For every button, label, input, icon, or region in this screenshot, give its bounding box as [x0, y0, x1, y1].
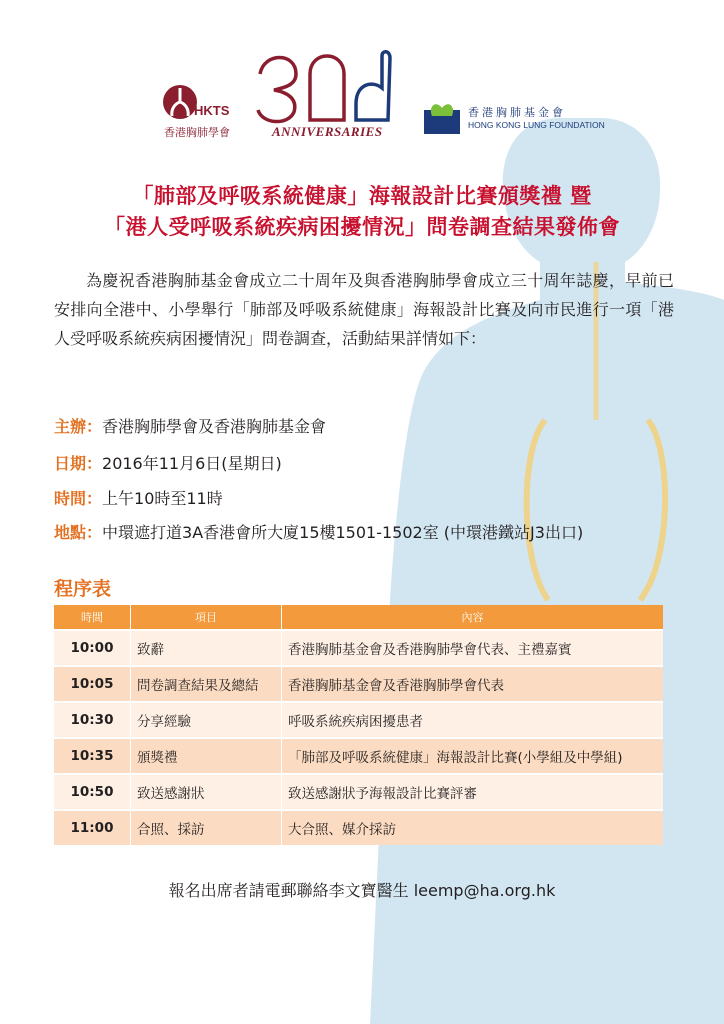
anniversaries-text: ANNIVERSARIES [272, 124, 383, 139]
row-item: 致辭 [131, 630, 282, 666]
info-label: 時間： [54, 489, 103, 508]
table-row [54, 666, 663, 702]
page-title-line-1: 「肺部及呼吸系統健康」海報設計比賽頒獎禮 暨 [132, 184, 592, 208]
info-label: 主辦： [54, 417, 103, 436]
lungs-logo-icon [162, 82, 198, 122]
row-content: 「肺部及呼吸系統健康」海報設計比賽(小學組及中學組) [282, 738, 664, 774]
row-time: 10:50 [54, 774, 131, 810]
table-row [54, 774, 663, 810]
row-item: 致送感謝狀 [131, 774, 282, 810]
info-value: 2016年11月6日(星期日) [102, 454, 282, 473]
lung-foundation-icon [422, 96, 464, 136]
info-value: 上午10時至11時 [102, 489, 223, 508]
row-time: 10:30 [54, 702, 131, 738]
page-title-line-2: 「港人受呼吸系統疾病困擾情況」問卷調查結果發佈會 [104, 215, 620, 239]
hklf-logo-chinese: 香港胸肺基金會 [468, 106, 566, 119]
intro-paragraph: 為慶祝香港胸肺基金會成立二十周年及與香港胸肺學會成立三十周年誌慶，早前已安排向全港中、小學舉行「肺部及呼吸系統健康」海報設計比賽及向市民進行一項「港人受呼吸系統疾病困擾情況」問卷調查，活動結果詳情如下： [54, 271, 674, 348]
row-item: 問卷調查結果及總結 [131, 666, 282, 702]
hklf-logo [422, 96, 605, 138]
table-row [54, 702, 663, 738]
table-row [54, 810, 663, 845]
table-row [54, 738, 663, 774]
schedule-table [54, 605, 663, 845]
registration-note: 報名出席者請電郵聯絡李文寶醫生 leemp@ha.org.hk [168, 881, 556, 900]
table-header-row [54, 605, 663, 630]
schedule-heading: 程序表 [54, 578, 112, 600]
hkts-logo-text: HKTS [194, 103, 230, 118]
row-time: 10:05 [54, 666, 131, 702]
row-content: 大合照、媒介採訪 [282, 810, 664, 845]
column-header-time: 時間 [54, 605, 131, 630]
row-time: 10:35 [54, 738, 131, 774]
column-header-item: 項目 [131, 605, 282, 630]
row-time: 11:00 [54, 810, 131, 845]
info-venue [54, 520, 583, 543]
table-row [54, 630, 663, 666]
info-value: 香港胸肺學會及香港胸肺基金會 [102, 417, 327, 436]
row-item: 分享經驗 [131, 702, 282, 738]
column-header-content: 內容 [282, 605, 664, 630]
row-item: 合照、採訪 [131, 810, 282, 845]
row-content: 香港胸肺基金會及香港胸肺學會代表、主禮嘉賓 [282, 630, 664, 666]
row-item: 頒獎禮 [131, 738, 282, 774]
row-content: 呼吸系統疾病困擾患者 [282, 702, 664, 738]
anniversary-numbers-icon [252, 44, 407, 126]
anniversary-logo [252, 44, 407, 144]
hklf-logo-english: HONG KONG LUNG FOUNDATION [468, 120, 605, 130]
info-date [54, 451, 282, 474]
info-label: 地點： [54, 523, 103, 542]
info-label: 日期： [54, 454, 103, 473]
info-time [54, 486, 223, 509]
row-content: 香港胸肺基金會及香港胸肺學會代表 [282, 666, 664, 702]
info-value: 中環遮打道3A香港會所大廈15樓1501-1502室 (中環港鐵站J3出口) [102, 523, 584, 542]
info-organizer [54, 414, 326, 437]
hkts-logo [160, 78, 242, 142]
row-content: 致送感謝狀予海報設計比賽評審 [282, 774, 664, 810]
hkts-logo-chinese: 香港胸肺學會 [164, 126, 230, 139]
row-time: 10:00 [54, 630, 131, 666]
